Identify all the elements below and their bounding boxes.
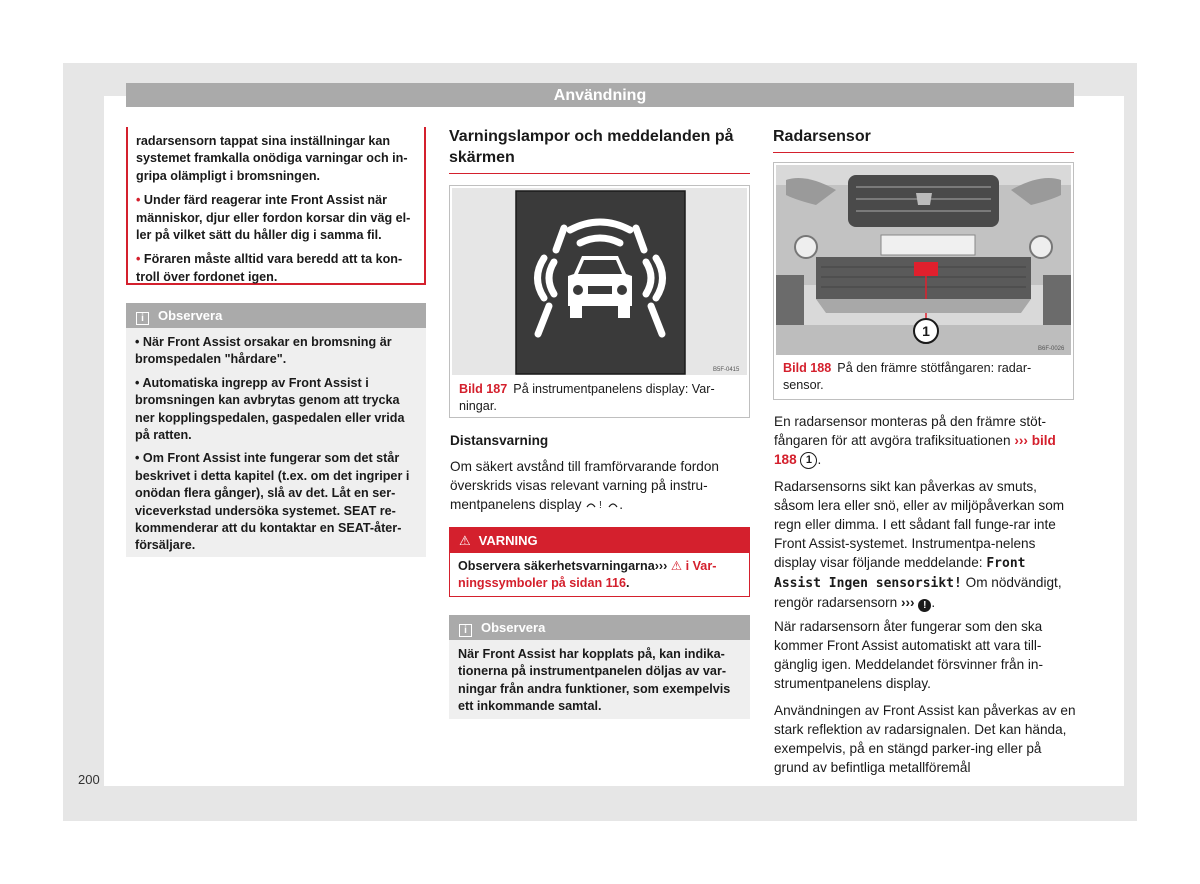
distance-warning-display-illustration xyxy=(452,188,747,375)
note-box-column2 xyxy=(449,615,750,719)
note-bullet: • När Front Assist orsakar en bromsning är bromspedalen "hårdare". xyxy=(135,335,392,367)
section-title-radar: Radarsensor xyxy=(773,126,1074,153)
note-bullet: • Automatiska ingrepp av Front Assist i bromsningen kan avbrytas genom att trycka ner kopplingspedalen, gaspedalen eller vrida på ratten. xyxy=(135,375,405,443)
front-bumper-illustration xyxy=(776,165,1071,355)
warning-continuation-text: radarsensorn tappat sina inställningar kan systemet framkalla onödiga varningar och in-gripa olämpligt i bromsningen. xyxy=(136,134,408,183)
note-body xyxy=(126,328,426,555)
radar-paragraph-4: Användningen av Front Assist kan påverkas av en stark reflektion av radarsignalen. Det kan hända, exempelvis, på en stängd parker-ing eller på grund av befintliga metallföremål xyxy=(774,703,1076,775)
warning-bullet: • Under färd reagerar inte Front Assist när människor, djur eller fordon korsar din väg el-ler på vilket sätt du håller dig i samma fil. xyxy=(136,193,411,243)
section-title-warnings: Varningslampor och meddelanden på skärmen xyxy=(449,126,750,174)
callout-number: 1 xyxy=(922,323,930,339)
chapter-header: Användning xyxy=(126,83,1074,107)
bullet-icon: • xyxy=(136,193,141,208)
info-icon: i xyxy=(459,624,472,637)
note-box-column1 xyxy=(126,303,426,557)
page-number: 200 xyxy=(78,772,100,787)
callout-1-icon: 1 xyxy=(800,452,817,469)
warning-triangle-icon: ⚠ xyxy=(459,533,471,548)
figure-187-image xyxy=(452,188,747,375)
svg-text:!: ! xyxy=(599,500,603,510)
figure-code: B5F-0415 xyxy=(713,367,740,373)
varning-body: Observera säkerhetsvarningarna››› ⚠ i Var-ningssymboler på sidan 116. xyxy=(458,559,717,591)
warning-triangle-ref-icon: ⚠ xyxy=(670,559,683,573)
bullet-icon: • xyxy=(136,252,141,267)
warning-bullet: • Föraren måste alltid vara beredd att ta kon-troll över fordonet igen. xyxy=(136,252,403,284)
warning-continuation-box xyxy=(126,127,426,285)
figure-code: B6F-0026 xyxy=(1038,346,1065,352)
note-header: i Observera xyxy=(449,615,750,640)
caution-circle-icon: ! xyxy=(918,599,931,612)
varning-box xyxy=(449,527,750,597)
distance-warning-paragraph: Om säkert avstånd till framförvarande fordon överskrids visas relevant varning på instru-mentpanelens display ! . xyxy=(450,459,719,512)
note-header: i Observera xyxy=(126,303,426,328)
distance-warning-symbol-icon xyxy=(585,498,619,510)
figure-188-caption: Bild 188 På den främre stötfångaren: radar-sensor. xyxy=(783,361,1032,392)
radar-paragraph-2: Radarsensorns sikt kan påverkas av smuts, såsom lera eller snö, eller av miljöpåverkan som regn eller dimma. I ett sådant fall funge-rar inte Front Assist-systemet. Instrumentpa-nelens display visar följande meddelande: Front Assist Ingen sensorsikt! Om nödvändigt, rengör radarsensorn ››› ! . xyxy=(774,479,1065,611)
varning-reference-link[interactable]: i Var-ningssymboler på sidan 116 xyxy=(458,559,717,591)
radar-paragraph-1: En radarsensor monteras på den främre stöt-fångaren för att avgöra trafiksituationen ››› bild 188 1 . xyxy=(774,414,1056,467)
figure-187-caption: Bild 187 På instrumentpanelens display: Var-ningar. xyxy=(459,382,715,413)
figure-188-link[interactable]: bild 188 xyxy=(774,433,1056,467)
figure-188 xyxy=(773,162,1074,400)
note-body: När Front Assist har kopplats på, kan indika-tionerna på instrumentpanelen döljas av var-ningar från andra funktioner, som exempelvis ett inkommande samtal. xyxy=(458,647,731,714)
figure-187 xyxy=(449,185,750,418)
subheading-distance-warning: Distansvarning xyxy=(450,433,549,448)
figure-188-image xyxy=(776,165,1071,355)
display-message: Front Assist Ingen sensorsikt! xyxy=(774,556,1026,591)
note-bullet: • Om Front Assist inte fungerar som det står beskrivet i detta kapitel (t.ex. om det ingriper i onödan flera gånger), slå av det. Låt en ser-viceverkstad undersöka systemet. SEAT re-kommenderar att du kontaktar en SEAT-åter-försäljare. xyxy=(135,451,410,553)
info-icon: i xyxy=(136,312,149,325)
radar-paragraph-3: När radarsensorn åter fungerar som den ska kommer Front Assist automatiskt att vara till-gänglig igen. Meddelandet försvinner från in-strumentpanelens display. xyxy=(774,619,1044,691)
varning-header: ⚠ VARNING xyxy=(450,528,749,553)
